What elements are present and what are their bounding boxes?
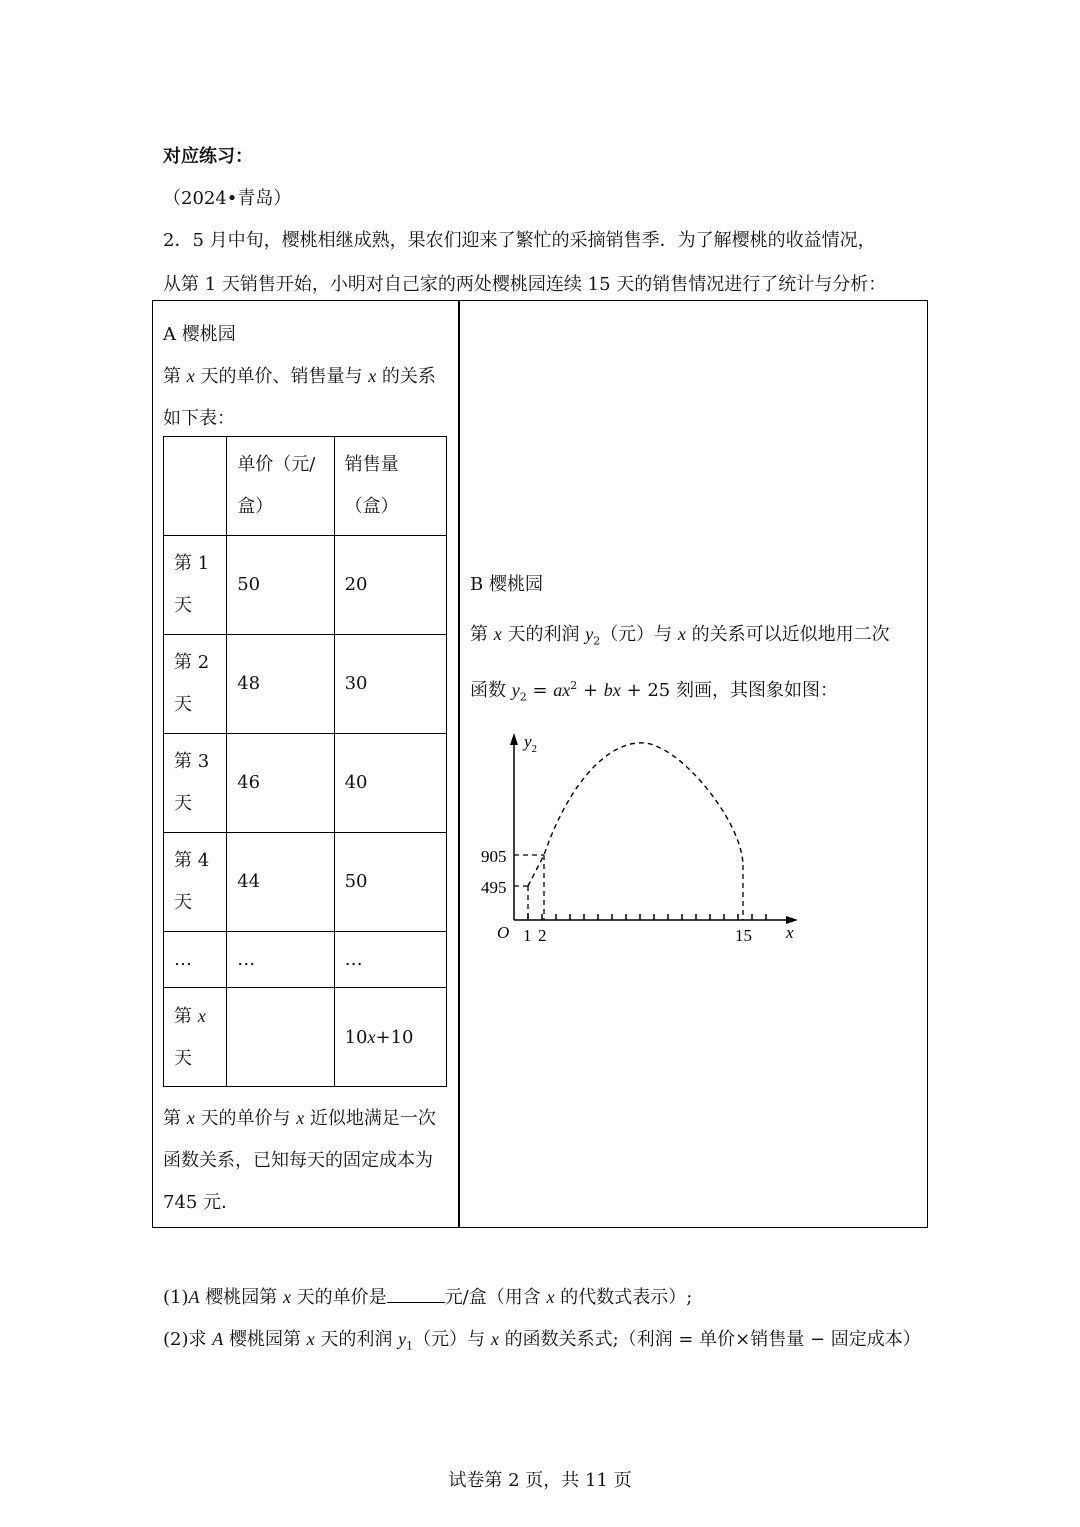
tick-label-x2: 2 <box>538 926 547 945</box>
answer-blank[interactable] <box>387 1284 445 1303</box>
quantity-cell: 40 <box>334 734 446 833</box>
quantity-cell: 30 <box>334 635 446 734</box>
panel-a-note-line3: 745 元． <box>163 1192 240 1213</box>
tick-label-x15: 15 <box>735 926 752 945</box>
ellipsis-cell: … <box>164 932 227 988</box>
table-row <box>164 536 447 635</box>
price-cell: 44 <box>227 833 334 932</box>
panel-a-title: A 樱桃园 <box>163 324 236 345</box>
y-axis-arrow <box>510 733 518 745</box>
ellipsis-cell: … <box>334 932 446 988</box>
page-footer: 试卷第 2 页，共 11 页 <box>448 1470 632 1491</box>
quantity-cell: 20 <box>334 536 446 635</box>
profit-graph <box>480 725 820 950</box>
guide-lines <box>514 855 743 920</box>
problem-line-1: 2．5 月中旬，樱桃相继成熟，果农们迎来了繁忙的采摘销售季．为了解樱桃的收益情况， <box>163 230 876 251</box>
price-cell: 50 <box>227 536 334 635</box>
y-axis-label: $y_2$ <box>524 732 538 755</box>
panel-b-title: B 樱桃园 <box>470 574 543 595</box>
panel-a-note-line1: 第 x 天的单价与 x 近似地满足一次 <box>163 1108 436 1129</box>
quadratic-curve <box>528 743 743 886</box>
quadratic-formula: $y_2 = ax^2$ + bx + 25 <box>511 679 671 704</box>
problem-line-2: 从第 1 天销售开始，小明对自己家的两处樱桃园连续 15 天的销售情况进行了统计与分析： <box>163 274 887 295</box>
price-cell: 46 <box>227 734 334 833</box>
day-cell: 第 3 天 <box>164 734 227 833</box>
section-heading: 对应练习： <box>163 146 253 167</box>
panel-b-line1: 第 x 天的利润 $y_2$（元）与 x 的关系可以近似地用二次 <box>470 624 890 648</box>
table-row <box>164 833 447 932</box>
source-label: （2024•青岛） <box>163 188 292 209</box>
table-row <box>164 734 447 833</box>
header-price: 单价（元/ 盒） <box>227 437 334 536</box>
table-corner-cell <box>164 437 227 536</box>
tick-label-495: 495 <box>481 878 507 897</box>
price-sales-table <box>163 436 447 1087</box>
x-axis-ticks <box>528 914 766 920</box>
day-x-cell: 第 x 天 <box>164 988 227 1087</box>
question-1: (1)A 樱桃园第 x 天的单价是 元/盒（用含 x 的代数式表示）; <box>163 1283 692 1309</box>
quantity-cell: 50 <box>334 833 446 932</box>
table-row-ellipsis <box>164 932 447 988</box>
ellipsis-cell: … <box>227 932 334 988</box>
header-quantity: 销售量 （盒） <box>334 437 446 536</box>
day-cell: 第 1 天 <box>164 536 227 635</box>
x-axis-label: x <box>786 923 794 942</box>
price-cell: 48 <box>227 635 334 734</box>
tick-label-905: 905 <box>481 847 507 866</box>
tick-label-x1: 1 <box>523 926 532 945</box>
panel-a-note-line2: 函数关系，已知每天的固定成本为 <box>163 1150 433 1171</box>
day-cell: 第 2 天 <box>164 635 227 734</box>
table-row <box>164 635 447 734</box>
panel-a-intro-line2: 如下表： <box>163 408 235 429</box>
day-cell: 第 4 天 <box>164 833 227 932</box>
layout-table-divider <box>458 300 460 1228</box>
origin-label: O <box>497 923 510 942</box>
question-2: (2)求 A 樱桃园第 x 天的利润 $y_1$（元）与 x 的函数关系式;（利润 = 单价×销售量 − 固定成本） <box>163 1329 921 1353</box>
table-row-general <box>164 988 447 1087</box>
panel-b-line2: 函数 $y_2 = ax^2$ + bx + 25 刻画，其图象如图： <box>470 679 838 704</box>
price-x-cell <box>227 988 334 1087</box>
quantity-x-cell: 10x+10 <box>334 988 446 1087</box>
table-header-row <box>164 437 447 536</box>
panel-a-intro: 第 x 天的单价、销售量与 x 的关系 <box>163 366 436 387</box>
